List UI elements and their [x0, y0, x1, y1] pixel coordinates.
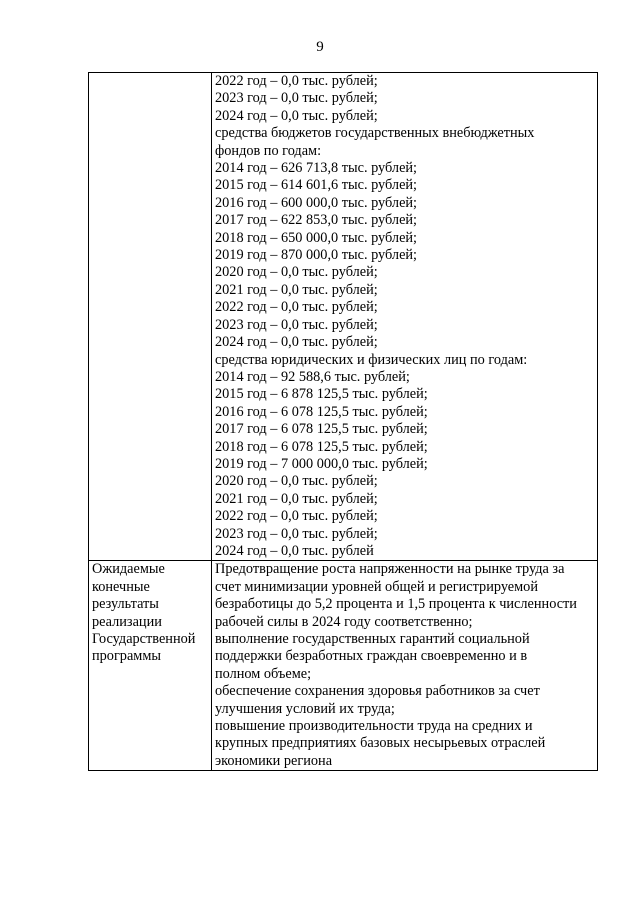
expected-result-line: поддержки безработных граждан своевременно и в	[215, 648, 528, 665]
financing-line: 2018 год – 650 000,0 тыс. рублей;	[215, 229, 418, 246]
row-label-line: программы	[92, 648, 162, 665]
financing-line: 2016 год – 600 000,0 тыс. рублей;	[215, 194, 418, 211]
row-label-line: конечные	[92, 578, 150, 595]
financing-line: 2021 год – 0,0 тыс. рублей;	[215, 490, 378, 507]
expected-result-line: рабочей силы в 2024 году соответственно;	[215, 613, 473, 630]
financing-line: 2018 год – 6 078 125,5 тыс. рублей;	[215, 438, 428, 455]
financing-line: 2024 год – 0,0 тыс. рублей;	[215, 334, 378, 351]
financing-line: 2020 год – 0,0 тыс. рублей;	[215, 264, 378, 281]
financing-line: 2017 год – 6 078 125,5 тыс. рублей;	[215, 421, 428, 438]
financing-line: 2014 год – 92 588,6 тыс. рублей;	[215, 368, 410, 385]
row-label-expected-results	[89, 561, 212, 771]
row-label-line: Ожидаемые	[92, 561, 165, 578]
expected-results-cell	[212, 561, 598, 771]
financing-line: 2019 год – 7 000 000,0 тыс. рублей;	[215, 455, 428, 472]
financing-line: 2017 год – 622 853,0 тыс. рублей;	[215, 212, 418, 229]
table-row-financing	[89, 73, 598, 561]
expected-result-line: Предотвращение роста напряженности на рынке труда за	[215, 561, 565, 578]
row-label-line: реализации	[92, 613, 162, 630]
financing-line: 2014 год – 626 713,8 тыс. рублей;	[215, 160, 418, 177]
row-label-line: Государственной	[92, 631, 196, 647]
financing-line: 2022 год – 0,0 тыс. рублей;	[215, 508, 378, 525]
expected-result-line: обеспечение сохранения здоровья работников за счет	[215, 683, 540, 700]
expected-result-line: безработицы до 5,2 процента и 1,5 процента к численности	[215, 596, 577, 613]
financing-line: 2024 год – 0,0 тыс. рублей;	[215, 107, 378, 124]
expected-result-line: крупных предприятиях базовых несырьевых отраслей	[215, 735, 546, 752]
financing-details-cell	[212, 73, 598, 561]
financing-line: 2023 год – 0,0 тыс. рублей;	[215, 90, 378, 107]
row-label-line: результаты	[92, 596, 159, 613]
row-label-financing	[89, 73, 212, 561]
program-passport-table	[88, 72, 598, 771]
expected-result-line: экономики региона	[215, 752, 333, 769]
financing-line: средства юридических и физических лиц по годам:	[215, 351, 528, 368]
page-number: 9	[316, 39, 324, 55]
table-row-expected-results	[89, 561, 598, 771]
expected-result-line: полном объеме;	[215, 665, 312, 682]
expected-result-line: улучшения условий их труда;	[215, 700, 395, 717]
expected-result-line: выполнение государственных гарантий социальной	[215, 631, 530, 647]
financing-line: средства бюджетов государственных внебюджетных	[215, 125, 535, 142]
financing-line: 2015 год – 6 878 125,5 тыс. рублей;	[215, 386, 428, 403]
financing-line: 2021 год – 0,0 тыс. рублей;	[215, 281, 378, 298]
financing-line: 2022 год – 0,0 тыс. рублей;	[215, 73, 378, 89]
financing-line: 2024 год – 0,0 тыс. рублей	[215, 542, 374, 559]
financing-line: 2023 год – 0,0 тыс. рублей;	[215, 525, 378, 542]
expected-result-line: счет минимизации уровней общей и регистрируемой	[215, 578, 538, 595]
financing-line: 2020 год – 0,0 тыс. рублей;	[215, 473, 378, 490]
financing-line: 2023 год – 0,0 тыс. рублей;	[215, 316, 378, 333]
financing-line: 2015 год – 614 601,6 тыс. рублей;	[215, 177, 418, 194]
expected-result-line: повышение производительности труда на средних и	[215, 718, 533, 735]
financing-line: 2022 год – 0,0 тыс. рублей;	[215, 299, 378, 316]
financing-line: 2016 год – 6 078 125,5 тыс. рублей;	[215, 403, 428, 420]
financing-line: фондов по годам:	[215, 142, 322, 159]
financing-line: 2019 год – 870 000,0 тыс. рублей;	[215, 247, 418, 264]
